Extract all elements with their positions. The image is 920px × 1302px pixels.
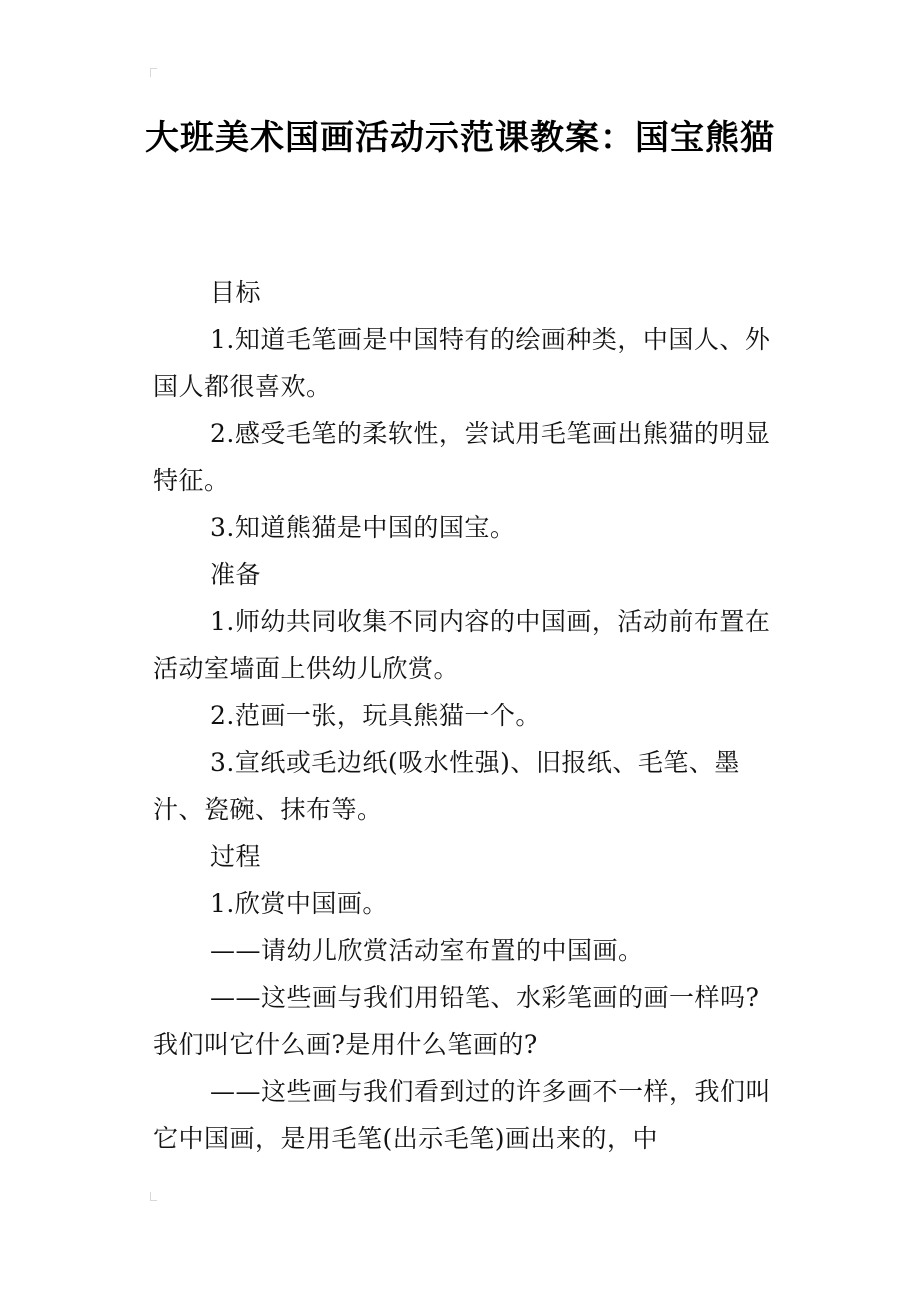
document-body bbox=[153, 269, 775, 1162]
section-heading-process: 过程 bbox=[210, 842, 262, 871]
goal-item-1: 1.知道毛笔画是中国特有的绘画种类，中国人、外国人都很喜欢。 bbox=[153, 325, 771, 401]
process-step-1: 1.欣赏中国画。 bbox=[210, 889, 388, 918]
document-title: 大班美术国画活动示范课教案：国宝熊猫 bbox=[145, 118, 775, 158]
preparation-item-1: 1.师幼共同收集不同内容的中国画，活动前布置在活动室墙面上供幼儿欣赏。 bbox=[153, 607, 771, 683]
crop-mark-bottom bbox=[150, 1192, 157, 1201]
preparation-item-3: 3.宣纸或毛边纸(吸水性强)、旧报纸、毛笔、墨汁、瓷碗、抹布等。 bbox=[153, 748, 740, 824]
goal-item-2: 2.感受毛笔的柔软性，尝试用毛笔画出熊猫的明显特征。 bbox=[153, 419, 771, 495]
section-heading-goals: 目标 bbox=[210, 278, 262, 307]
crop-mark-top bbox=[150, 68, 157, 77]
section-heading-preparation: 准备 bbox=[210, 560, 262, 589]
preparation-item-2: 2.范画一张，玩具熊猫一个。 bbox=[210, 701, 541, 730]
process-dialogue-2: ——这些画与我们用铅笔、水彩笔画的画一样吗?我们叫它什么画?是用什么笔画的? bbox=[153, 983, 760, 1059]
goal-item-3: 3.知道熊猫是中国的国宝。 bbox=[210, 513, 516, 542]
process-dialogue-3: ——这些画与我们看到过的许多画不一样，我们叫它中国画，是用毛笔(出示毛笔)画出来的，中 bbox=[153, 1077, 772, 1153]
process-dialogue-1: ——请幼儿欣赏活动室布置的中国画。 bbox=[210, 936, 644, 965]
